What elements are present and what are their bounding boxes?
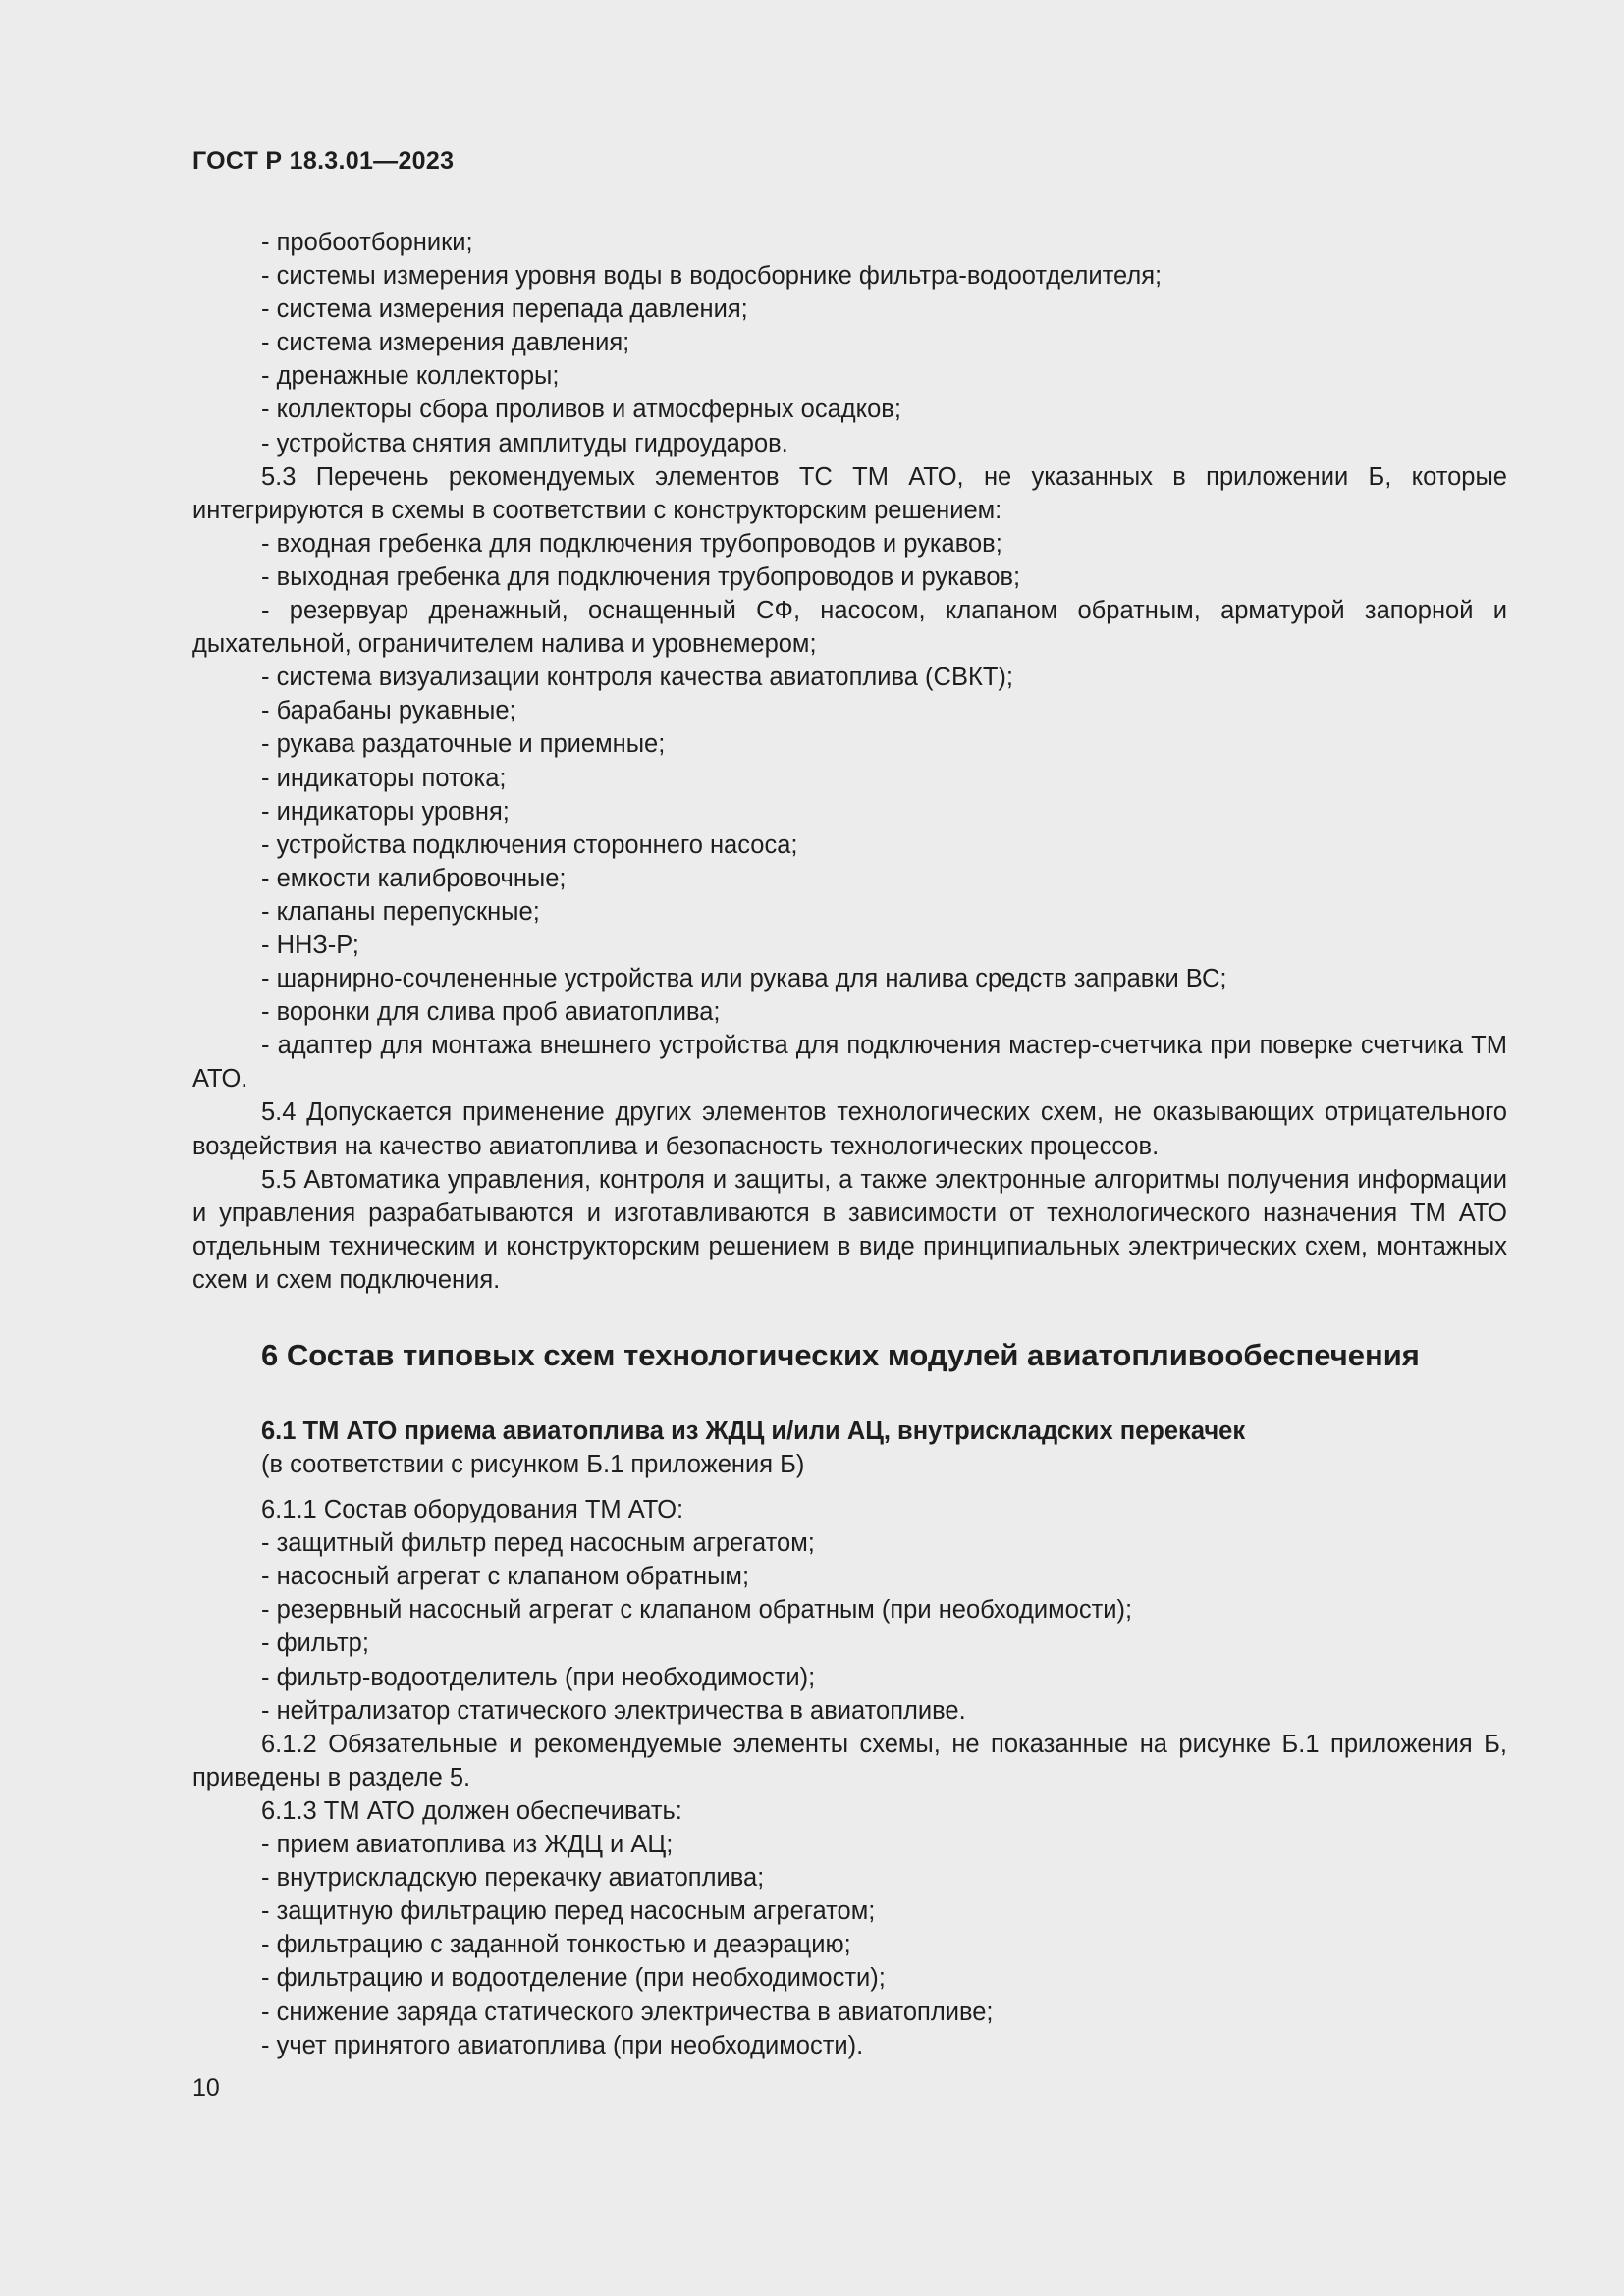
list-item: - адаптер для монтажа внешнего устройства для подключения мастер-счетчика при поверке счетчика ТМ АТО.: [192, 1032, 1507, 1094]
list-item: - шарнирно-сочлененные устройства или рукава для налива средств заправки ВС;: [261, 965, 1227, 993]
list-item: - система измерения перепада давления;: [261, 295, 748, 324]
page-content: [192, 226, 1507, 2062]
section-6-1-3-list: [192, 1828, 1507, 2062]
section-5-4-paragraph: 5.4 Допускается применение других элементов технологических схем, не оказывающих отрицательного воздействия на качество авиатоплива и безопасность технологических процессов.: [192, 1098, 1507, 1160]
list-item: - защитную фильтрацию перед насосным агрегатом;: [261, 1897, 876, 1926]
list-item: - клапаны перепускные;: [261, 897, 540, 926]
list-item: - индикаторы уровня;: [261, 797, 510, 826]
list-item: - снижение заряда статического электричества в авиатопливе;: [261, 1998, 994, 2026]
list-item: - резервный насосный агрегат с клапаном обратным (при необходимости);: [261, 1596, 1133, 1625]
list-item: - нейтрализатор статического электричества в авиатопливе.: [261, 1696, 966, 1725]
section-6-1-note: (в соответствии с рисунком Б.1 приложения Б): [261, 1451, 805, 1478]
list-item: - защитный фильтр перед насосным агрегатом;: [261, 1529, 815, 1558]
list-item: - резервуар дренажный, оснащенный СФ, насосом, клапаном обратным, арматурой запорной и дыхательной, ограничителем налива и уровнемером;: [192, 597, 1507, 659]
section-5-3-paragraph: 5.3 Перечень рекомендуемых элементов ТС ТМ АТО, не указанных в приложении Б, которые интегрируются в схемы в соответствии с конструкторским решением:: [192, 462, 1507, 524]
list-item: - выходная гребенка для подключения трубопроводов и рукавов;: [261, 562, 1021, 591]
section-6-1-1-list: [192, 1526, 1507, 1728]
list-item: - ННЗ-Р;: [261, 931, 359, 959]
list-item: - система измерения давления;: [261, 329, 630, 357]
list-item: - системы измерения уровня воды в водосборнике фильтра-водоотделителя;: [261, 262, 1163, 291]
section-6-1-1-title: 6.1.1 Состав оборудования ТМ АТО:: [261, 1496, 684, 1524]
list-item: - рукава раздаточные и приемные;: [261, 730, 666, 759]
list-item: - коллекторы сбора проливов и атмосферных осадков;: [261, 396, 901, 424]
section-6-heading: 6 Состав типовых схем технологических модулей авиатопливообеспечения: [261, 1338, 1420, 1372]
list-item: - учет принятого авиатоплива (при необходимости).: [261, 2031, 864, 2059]
section-5-5-paragraph: 5.5 Автоматика управления, контроля и защиты, а также электронные алгоритмы получения информации и управления разрабатываются и изготавливаются в зависимости от технологического назначения ТМ АТО отдельным техническим и конструкторским решением в виде принципиальных электрических схем, монтажных схем и схем подключения.: [192, 1165, 1507, 1294]
list-item: - фильтр;: [261, 1629, 369, 1658]
list-item: - устройства подключения стороннего насоса;: [261, 830, 798, 859]
list-item: - прием авиатоплива из ЖДЦ и АЦ;: [261, 1831, 674, 1859]
section-6-1-3-title: 6.1.3 ТМ АТО должен обеспечивать:: [261, 1796, 682, 1825]
list-item: - внутрискладскую перекачку авиатоплива;: [261, 1864, 765, 1893]
list-item: - дренажные коллекторы;: [261, 362, 560, 391]
list-item: - фильтрацию и водоотделение (при необходимости);: [261, 1964, 886, 1993]
top-list: [192, 226, 1507, 460]
list-item: - фильтр-водоотделитель (при необходимости);: [261, 1663, 816, 1691]
page-number: 10: [192, 2074, 220, 2102]
list-item: - воронки для слива проб авиатоплива;: [261, 998, 721, 1027]
list-item: - фильтрацию с заданной тонкостью и деаэрацию;: [261, 1931, 851, 1959]
list-item: - пробоотборники;: [261, 229, 473, 256]
section-6-1-2-paragraph: 6.1.2 Обязательные и рекомендуемые элементы схемы, не показанные на рисунке Б.1 приложения Б, приведены в разделе 5.: [192, 1730, 1507, 1791]
list-item: - устройства снятия амплитуды гидроударов.: [261, 429, 788, 457]
list-item: - индикаторы потока;: [261, 764, 507, 792]
list-item: - входная гребенка для подключения трубопроводов и рукавов;: [261, 529, 1002, 558]
section-6-1-heading: 6.1 ТМ АТО приема авиатоплива из ЖДЦ и/или АЦ, внутрискладских перекачек: [261, 1417, 1246, 1445]
list-item: - емкости калибровочные;: [261, 864, 567, 892]
list-item: - система визуализации контроля качества авиатоплива (СВКТ);: [261, 664, 1013, 692]
list-item: - барабаны рукавные;: [261, 697, 516, 725]
document-header: ГОСТ Р 18.3.01—2023: [192, 147, 455, 175]
list-item: - насосный агрегат с клапаном обратным;: [261, 1563, 750, 1591]
section-5-3-list: [192, 661, 1507, 1029]
